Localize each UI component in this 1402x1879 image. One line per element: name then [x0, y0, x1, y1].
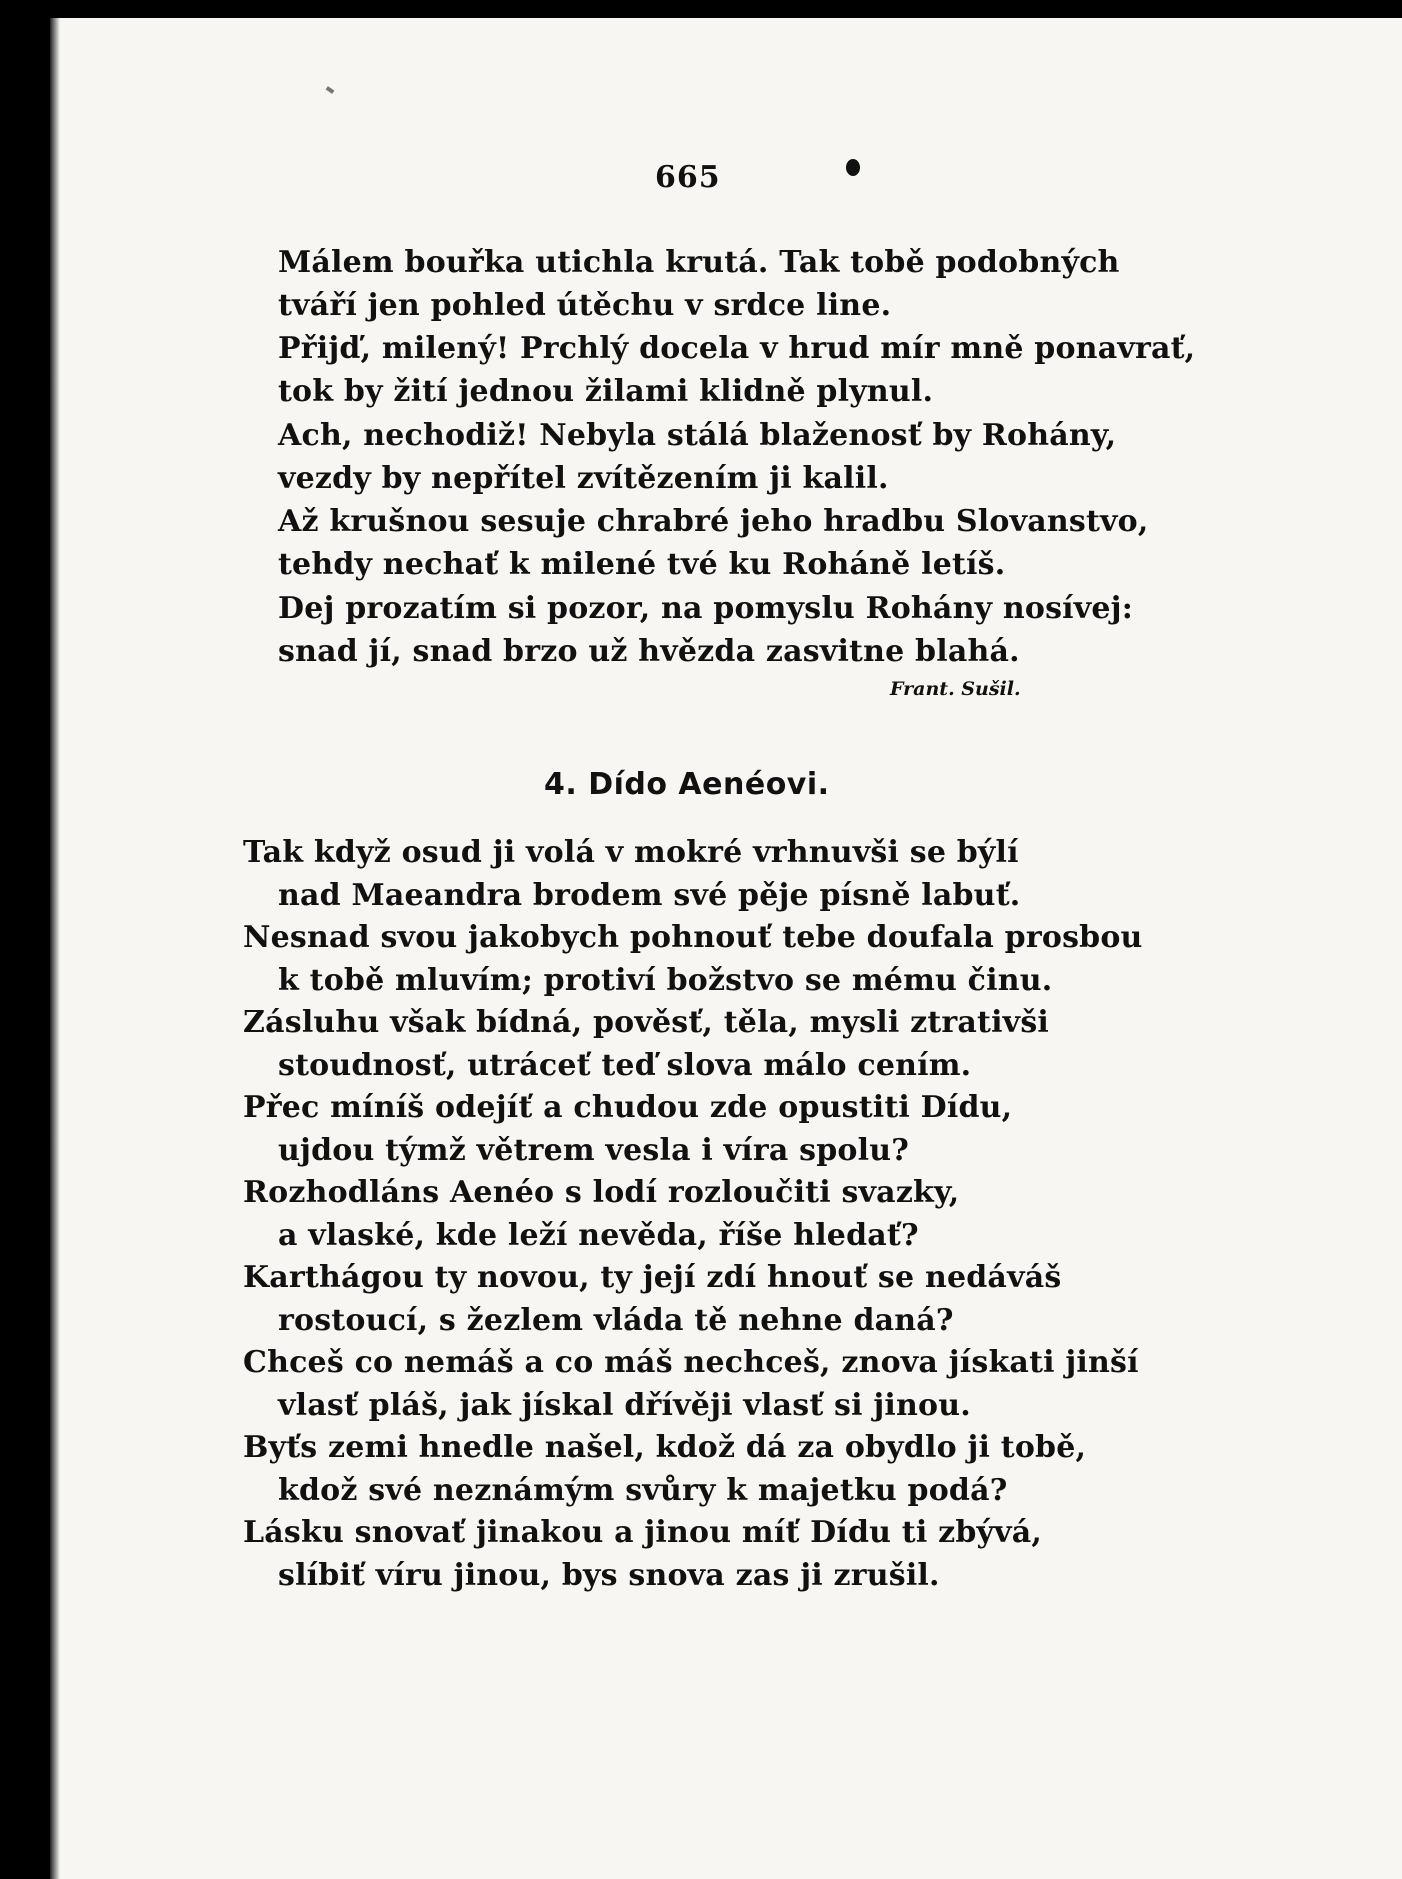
- poem-2-line: Tak když osud ji volá v mokré vrhnuvši se býlí: [243, 835, 1019, 870]
- ink-blot: [846, 159, 860, 176]
- poem-2-line: Karthágou ty novou, ty její zdí hnouť se nedáváš: [243, 1260, 1062, 1295]
- poem-1-line: Přijď, milený! Prchlý docela v hrud mír mně ponavrať,: [278, 331, 1196, 366]
- poem-2-line: rostoucí, s žezlem vláda tě nehne daná?: [278, 1303, 954, 1338]
- poem-1-line: tváří jen pohled útěchu v srdce line.: [278, 288, 892, 323]
- poem-2-line: Nesnad svou jakobych pohnouť tebe doufala prosbou: [243, 920, 1143, 955]
- scan-speck: [326, 86, 335, 94]
- poem-2-line: Přec míníš odejíť a chudou zde opustiti Dídu,: [243, 1090, 1013, 1125]
- poem-2-line: kdož své neznámým svůry k majetku podá?: [278, 1473, 1008, 1508]
- poem-2-line: ujdou týmž větrem vesla i víra spolu?: [278, 1133, 909, 1168]
- poem-2-line: slíbiť víru jinou, bys snova zas ji zrušil.: [278, 1558, 940, 1593]
- page-binding-edge: [50, 18, 60, 1879]
- poem-2-line: nad Maeandra brodem své pěje písně labuť.: [278, 878, 1021, 913]
- poem-2-line: Lásku snovať jinakou a jinou míť Dídu ti zbývá,: [243, 1515, 1043, 1550]
- author-signature: Frant. Sušil.: [890, 678, 1021, 700]
- book-page: [50, 18, 1402, 1879]
- poem-1-line: vezdy by nepřítel zvítězením ji kalil.: [278, 461, 889, 496]
- poem-2-line: Byťs zemi hnedle našel, kdož dá za obydlo ji tobě,: [243, 1430, 1087, 1465]
- poem-1-line: tok by žití jednou žilami klidně plynul.: [278, 374, 934, 409]
- poem-title: 4. Dído Aenéovi.: [544, 767, 830, 802]
- page-number: 665: [655, 160, 721, 195]
- poem-2-line: k tobě mluvím; protiví božstvo se mému činu.: [278, 963, 1053, 998]
- poem-1-line: snad jí, snad brzo už hvězda zasvitne blahá.: [278, 634, 1020, 669]
- poem-2-line: stoudnosť, utráceť teď slova málo cením.: [278, 1048, 972, 1083]
- poem-1-line: Až krušnou sesuje chrabré jeho hradbu Slovanstvo,: [278, 504, 1149, 539]
- poem-2-line: Zásluhu však bídná, pověsť, těla, mysli ztrativši: [243, 1005, 1050, 1040]
- poem-1-line: Málem bouřka utichla krutá. Tak tobě podobných: [278, 245, 1120, 280]
- poem-1-line: Ach, nechodiž! Nebyla stálá blaženosť by Rohány,: [278, 418, 1117, 453]
- poem-1-line: Dej prozatím si pozor, na pomyslu Rohány nosívej:: [278, 591, 1134, 626]
- poem-2-line: Chceš co nemáš a co máš nechceš, znova jískati jinší: [243, 1345, 1139, 1380]
- poem-1-line: tehdy nechať k milené tvé ku Roháně letíš.: [278, 547, 1006, 582]
- poem-2-line: vlasť pláš, jak jískal dřívěji vlasť si jinou.: [278, 1388, 971, 1423]
- poem-2-line: a vlaské, kde leží nevěda, říše hledať?: [278, 1218, 919, 1253]
- poem-2-line: Rozhodláns Aenéo s lodí rozloučiti svazky,: [243, 1175, 960, 1210]
